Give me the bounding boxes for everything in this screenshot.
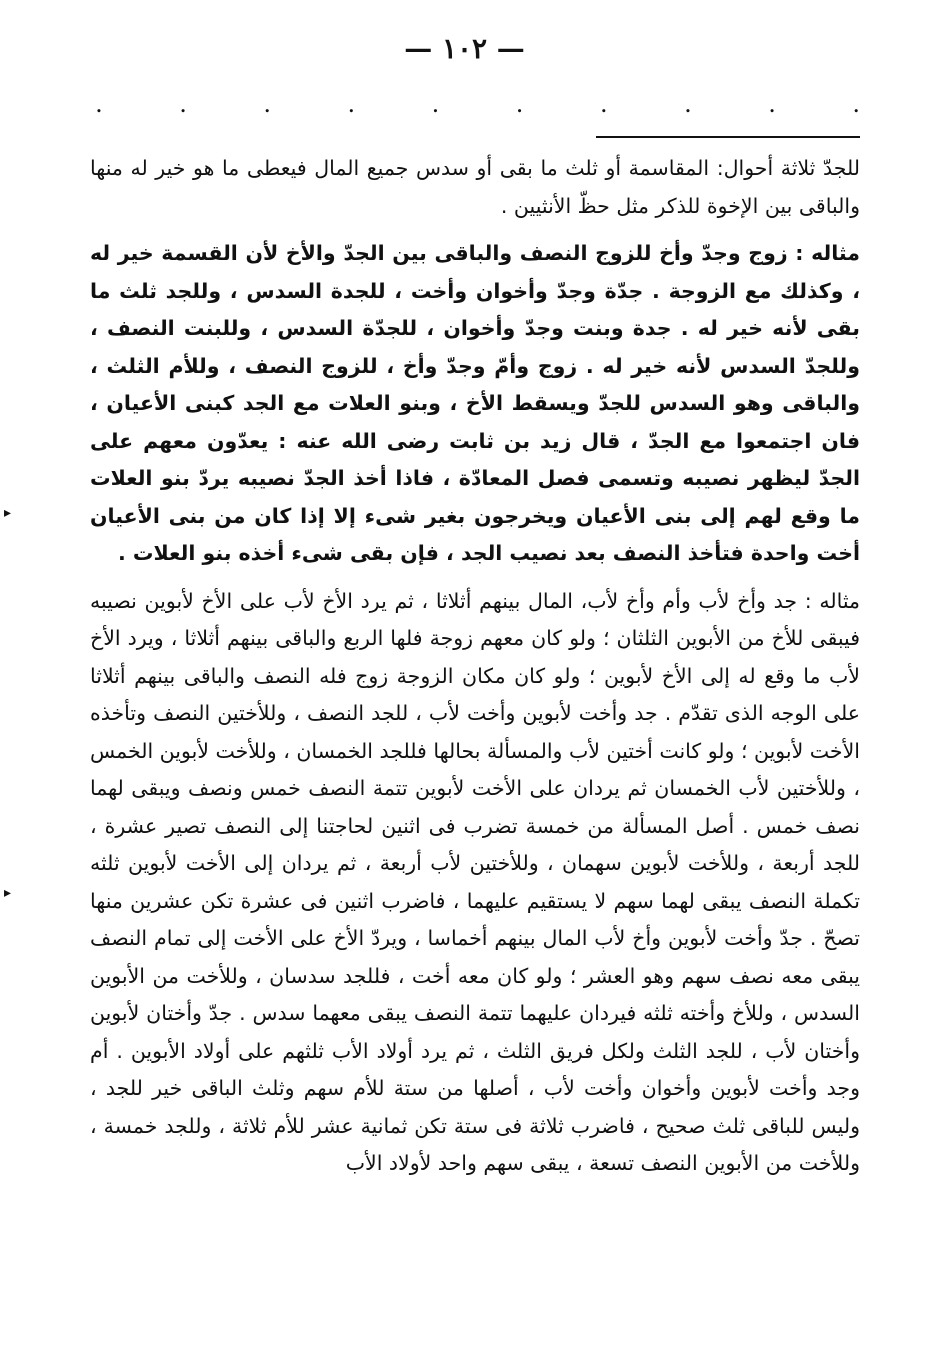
separator-dots: [95, 92, 860, 116]
separator-dot: .: [263, 90, 272, 118]
paragraph-grandfather-states: للجدّ ثلاثة أحوال: المقاسمة أو ثلث ما بقى أو سدس جميع المال فيعطى ما هو خير له منها والباقى بين الإخوة للذكر مثل حظّ الأنثيين .: [90, 156, 860, 218]
page-number: — ١٠٢ —: [404, 32, 525, 65]
separator-dot: .: [684, 90, 692, 118]
margin-mark: ▸: [4, 505, 12, 521]
horizontal-rule: [596, 136, 860, 138]
paragraph-example-2: مثاله : جد وأخ لأب وأم وأخ لأب، المال بينهم أثلاثا ، ثم يرد الأخ لأب على الأخ لأبوين نصيبه فيبقى للأخ من الأبوين الثلثان ؛ ولو كان معهم زوجة فلها الربع والباقى بينهم أثلاثا ، ويرد الأخ لأب ما وقع له إلى الأخ لأبوين ؛ ولو كان مكان الزوجة زوج فله النصف والباقى بينهم أثلاثا على الوجه الذى تقدّم . جد وأخت لأبوين وأخت لأب ، للجد النصف ، وللأختين النصف وتأخذه الأخت لأبوين ؛ ولو كانت أختين لأب والمسألة بحالها فللجد الخمسان ، وللأخت لأبوين الخمس ، وللأختين لأب الخمسان ثم يردان على الأخت لأبوين تتمة النصف خمس ونصف ويبقى لهما نصف خمس . أصل المسألة من خمسة تضرب فى اثنين لحاجتنا إلى النصف تصير عشرة ، للجد أربعة ، وللأخت لأبوين سهمان ، وللأختين لأب أربعة ، ثم يردان إلى الأخت لأبوين ثلثه تكملة النصف يبقى لهما سهم لا يستقيم عليهما ، فاضرب اثنين فى عشرة تكن عشرين منها تصحّ . جدّ وأخت لأبوين وأخ لأب المال بينهم أخماسا ، ويردّ الأخ على الأخت إلى تمام النصف يبقى معه نصف سهم وهو العشر ؛ ولو كان معه أخت ، فللجد سدسان ، وللأخت من الأبوين السدس ، وللأخ وأخته ثلثه فيردان عليهما تتمة النصف يبقى معهما سدس . جدّ وأختان لأبوين وأختان لأب ، للجد الثلث ولكل فريق الثلث ، ثم يرد أولاد الأب ثلثهم على أولاد الأبوين . أم وجد وأخت لأبوين وأخوان وأخت لأب ، أصلها من ستة للأم سهم وثلث الباقى خير للجد ، وليس للباقى ثلث صحيح ، فاضرب ثلاثة فى ستة تكن ثمانية عشر للأم ثلاثة ، وللجد خمسة ، وللأخت من الأبوين النصف تسعة ، يبقى سهم واحد لأولاد الأب: [90, 588, 860, 1175]
margin-mark: ▸: [4, 885, 12, 901]
separator-dot: .: [347, 90, 356, 118]
separator-dot: .: [599, 90, 608, 118]
separator-dot: .: [95, 90, 103, 118]
paragraph-example-1: مثاله : زوج وجدّ وأخ للزوج النصف والباقى بين الجدّ والأخ لأن القسمة خير له ، وكذلك مع الزوجة . جدّة وجدّ وأخوان وأخت ، للجدة السدس ، وللجد ثلث ما بقى لأنه خير له . جدة وبنت وجدّ وأخوان ، للجدّة السدس ، وللبنت النصف ، وللجدّ السدس لأنه خير له . زوج وأمّ وجدّ وأخ ، للزوج النصف ، وللأم الثلث ، والباقى وهو السدس للجدّ ويسقط الأخ ، وبنو العلات مع الجد كبنى الأعيان ، فان اجتمعوا مع الجدّ ، قال زيد بن ثابت رضى الله عنه : يعدّون معهم على الجدّ ليظهر نصيبه وتسمى فصل المعادّة ، فاذا أخذ الجدّ نصيبه يردّ بنو العلات ما وقع لهم إلى بنى الأعيان ويخرجون بغير شىء إلا إذا كان من بنى الأعيان أخت واحدة فتأخذ النصف بعد نصيب الجد ، فإن بقى شىء أخذه بنو العلات .: [90, 241, 860, 565]
separator-dot: .: [768, 90, 776, 118]
separator-dot: .: [515, 90, 524, 118]
separator-dot: .: [431, 90, 440, 118]
separator-dot: .: [179, 90, 187, 118]
separator-dot: .: [852, 90, 860, 118]
body-text: [90, 150, 860, 1183]
